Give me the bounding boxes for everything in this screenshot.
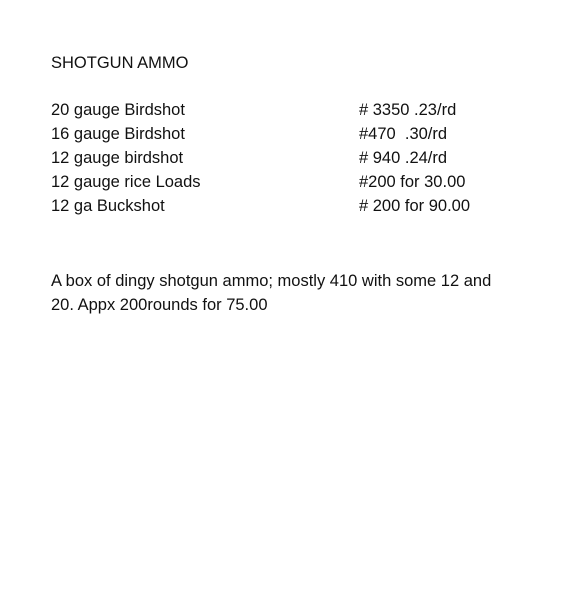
inventory-item: 12 ga Buckshot — [51, 197, 165, 215]
description-line: A box of dingy shotgun ammo; mostly 410 with some 12 and — [51, 272, 492, 290]
inventory-item: 12 gauge birdshot — [51, 149, 184, 167]
inventory-row — [51, 100, 531, 124]
inventory-row — [51, 196, 531, 220]
description-paragraph — [51, 269, 551, 317]
document-title: SHOTGUN AMMO — [51, 54, 189, 72]
inventory-quantity: #200 for 30.00 — [359, 173, 466, 191]
inventory-item: 12 gauge rice Loads — [51, 173, 201, 191]
inventory-item: 16 gauge Birdshot — [51, 125, 185, 143]
inventory-list — [51, 100, 531, 220]
inventory-row — [51, 172, 531, 196]
description-line: 20. Appx 200rounds for 75.00 — [51, 296, 268, 314]
inventory-quantity: # 200 for 90.00 — [359, 197, 471, 215]
inventory-row — [51, 148, 531, 172]
inventory-quantity: # 3350 .23/rd — [359, 101, 457, 119]
inventory-quantity: #470 .30/rd — [359, 125, 448, 143]
inventory-row — [51, 124, 531, 148]
inventory-item: 20 gauge Birdshot — [51, 101, 185, 119]
inventory-quantity: # 940 .24/rd — [359, 149, 448, 167]
